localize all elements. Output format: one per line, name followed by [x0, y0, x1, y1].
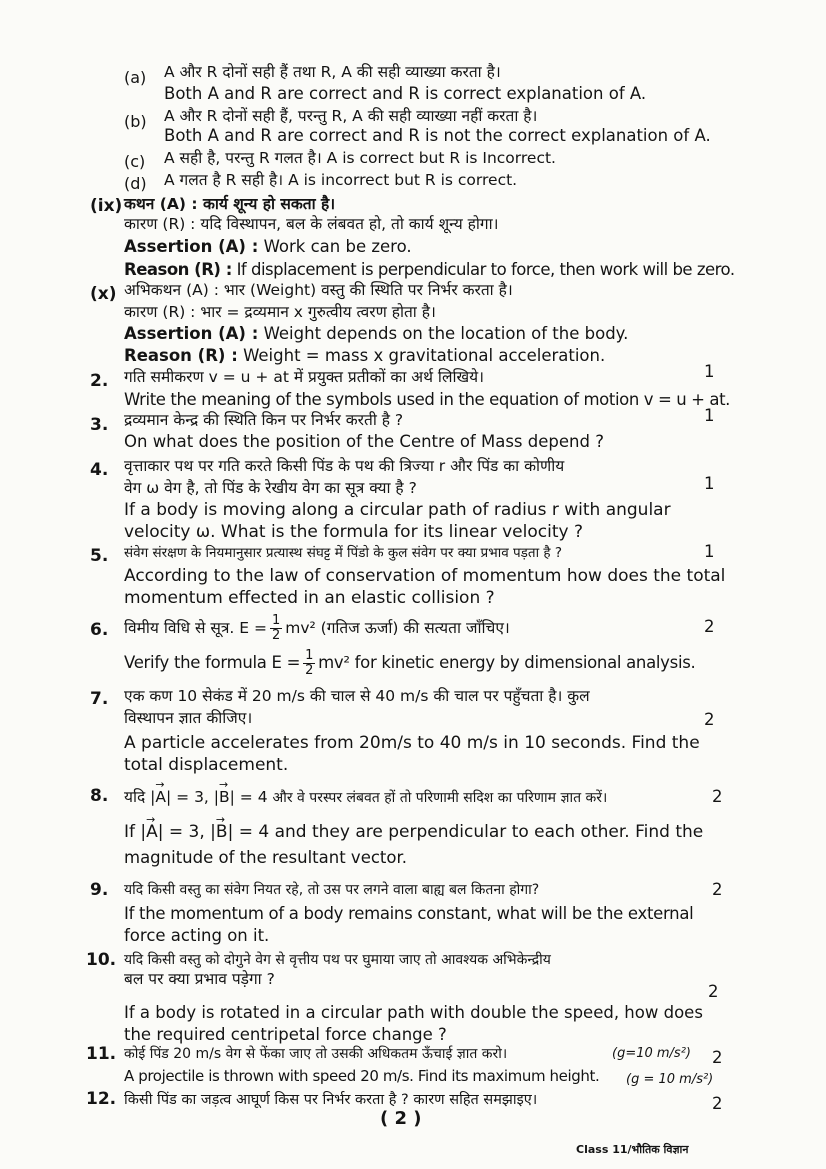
question-ix-assertion: Assertion (A) : Work can be zero.	[124, 237, 412, 256]
question-12-hindi: किसी पिंड का जड़त्व आघूर्ण किस पर निर्भर करता है ? कारण सहित समझाइए।	[124, 1092, 538, 1108]
question-3-english: On what does the position of the Centre of Mass depend ?	[124, 432, 604, 451]
question-ix-hindi-reason: कारण (R) : यदि विस्थापन, बल के लंबवत हो, तो कार्य शून्य होगा।	[124, 215, 499, 233]
question-3-marks: 1	[704, 406, 715, 425]
question-4-hindi-line2: वेग ω वेग है, तो पिंड के रेखीय वेग का सूत्र क्या है ?	[124, 479, 417, 497]
question-7-hindi-line1: एक कण 10 सेकंड में 20 m/s की चाल से 40 m/s की चाल पर पहुँचता है। कुल	[124, 687, 590, 705]
question-5-number: 5.	[90, 546, 109, 566]
class-label: Class 11/भौतिक विज्ञान	[576, 1143, 689, 1156]
question-x-hindi-reason: कारण (R) : भार = द्रव्यमान x गुरुत्वीय त्वरण होता है।	[124, 303, 436, 321]
question-6-hindi: विमीय विधि से सूत्र. E = $\frac{1}{2}$ mv² (गतिज ऊर्जा) की सत्यता जाँचिए।	[124, 613, 510, 643]
option-a-english: Both A and R are correct and R is correct explanation of A.	[164, 84, 647, 103]
question-12-marks: 2	[712, 1094, 723, 1113]
question-7-english-line2: total displacement.	[124, 755, 289, 775]
question-10-hindi-line1: यदि किसी वस्तु को दोगुने वेग से वृत्तीय पथ पर घुमाया जाए तो आवश्यक अभिकेन्द्रीय	[124, 952, 551, 968]
question-x-assertion: Assertion (A) : Weight depends on the location of the body.	[124, 324, 629, 343]
question-10-hindi-line2: बल पर क्या प्रभाव पड़ेगा ?	[124, 970, 275, 988]
question-11-gravity-english: (g = 10 m/s²)	[626, 1072, 714, 1087]
question-4-hindi-line1: वृत्ताकार पथ पर गति करते किसी पिंड के पथ की त्रिज्या r और पिंड का कोणीय	[124, 457, 565, 475]
question-2-number: 2.	[90, 371, 109, 391]
question-6-marks: 2	[704, 617, 715, 636]
question-x-number: (x)	[90, 284, 117, 304]
option-a-hindi: A और R दोनों सही हैं तथा R, A की सही व्याख्या करता है।	[164, 63, 501, 81]
question-10-marks: 2	[708, 982, 719, 1001]
option-a-label: (a)	[124, 68, 147, 87]
option-d-label: (d)	[124, 174, 147, 193]
question-10-english-line2: the required centripetal force change ?	[124, 1025, 447, 1044]
question-7-english-line1: A particle accelerates from 20m/s to 40 m/s in 10 seconds. Find the	[124, 733, 700, 753]
question-7-number: 7.	[90, 689, 109, 709]
question-11-english: A projectile is thrown with speed 20 m/s. Find its maximum height.	[124, 1067, 600, 1085]
question-7-hindi-line2: विस्थापन ज्ञात कीजिए।	[124, 709, 253, 727]
question-4-english-line1: If a body is moving along a circular path of radius r with angular	[124, 500, 671, 520]
question-8-number: 8.	[90, 786, 109, 806]
question-2-hindi: गति समीकरण v = u + at में प्रयुक्त प्रतीकों का अर्थ लिखिये।	[124, 368, 485, 386]
question-5-english-line2: momentum effected in an elastic collision ?	[124, 588, 495, 608]
option-b-english: Both A and R are correct and R is not the correct explanation of A.	[164, 126, 711, 145]
question-2-marks: 1	[704, 362, 715, 381]
question-9-number: 9.	[90, 880, 109, 900]
option-b-label: (b)	[124, 112, 147, 131]
question-5-hindi: संवेग संरक्षण के नियमानुसार प्रत्यास्थ संघट्ट में पिंडो के कुल संवेग पर क्या प्रभाव पड़ता है ?	[124, 545, 563, 561]
question-ix-number: (ix)	[90, 196, 123, 216]
question-8-english-line2: magnitude of the resultant vector.	[124, 848, 407, 867]
question-8-marks: 2	[712, 787, 723, 806]
question-11-gravity: (g=10 m/s²)	[612, 1046, 691, 1061]
question-11-number: 11.	[86, 1044, 117, 1064]
question-11-marks: 2	[712, 1048, 723, 1067]
question-6-english: Verify the formula E = $\frac{1}{2}$ mv² for kinetic energy by dimensional analysis.	[124, 648, 696, 678]
fraction-one-half: $\frac{1}{2}$	[271, 613, 281, 643]
option-c-text: A सही है, परन्तु R गलत है। A is correct but R is Incorrect.	[164, 149, 556, 167]
option-d-text: A गलत है R सही है। A is incorrect but R is correct.	[164, 171, 518, 189]
question-7-marks: 2	[704, 710, 715, 729]
question-2-english: Write the meaning of the symbols used in the equation of motion v = u + at.	[124, 390, 731, 409]
option-c-label: (c)	[124, 152, 146, 171]
question-8-english: If |→ A| = 3, |→ B| = 4 and they are perpendicular to each other. Find the	[124, 822, 703, 842]
question-5-english-line1: According to the law of conservation of momentum how does the total	[124, 566, 726, 586]
question-5-marks: 1	[704, 542, 715, 561]
page-number: ( 2 )	[380, 1108, 422, 1129]
question-9-marks: 2	[712, 880, 723, 899]
question-ix-reason: Reason (R) : If displacement is perpendicular to force, then work will be zero.	[124, 260, 735, 279]
question-9-hindi: यदि किसी वस्तु का संवेग नियत रहे, तो उस पर लगने वाला बाह्य बल कितना होगा?	[124, 882, 540, 898]
question-3-hindi: द्रव्यमान केन्द्र की स्थिति किन पर निर्भर करती है ?	[124, 411, 404, 429]
question-ix-hindi-assertion: कथन (A) : कार्य शून्य हो सकता है।	[124, 195, 336, 213]
question-4-marks: 1	[704, 474, 715, 493]
question-9-english-line2: force acting on it.	[124, 926, 270, 945]
fraction-one-half: $\frac{1}{2}$	[305, 648, 314, 678]
question-6-number: 6.	[90, 620, 109, 640]
question-10-english-line1: If a body is rotated in a circular path with double the speed, how does	[124, 1003, 703, 1022]
question-4-english-line2: velocity ω. What is the formula for its linear velocity ?	[124, 522, 583, 542]
question-x-hindi-assertion: अभिकथन (A) : भार (Weight) वस्तु की स्थिति पर निर्भर करता है।	[124, 281, 513, 299]
question-4-number: 4.	[90, 460, 109, 480]
question-8-hindi: यदि |→ A| = 3, |→ B| = 4 और वे परस्पर लंबवत हों तो परिणामी सदिश का परिणाम ज्ञात करें।	[124, 787, 607, 808]
question-11-hindi: कोई पिंड 20 m/s वेग से फेंका जाए तो उसकी अधिकतम ऊँचाई ज्ञात करो।	[124, 1046, 508, 1062]
question-12-number: 12.	[86, 1089, 117, 1109]
question-x-reason: Reason (R) : Weight = mass x gravitational acceleration.	[124, 346, 606, 365]
question-3-number: 3.	[90, 415, 109, 435]
question-9-english-line1: If the momentum of a body remains constant, what will be the external	[124, 904, 694, 923]
question-10-number: 10.	[86, 950, 117, 970]
option-b-hindi: A और R दोनों सही हैं, परन्तु R, A की सही व्याख्या नहीं करता है।	[164, 107, 538, 125]
